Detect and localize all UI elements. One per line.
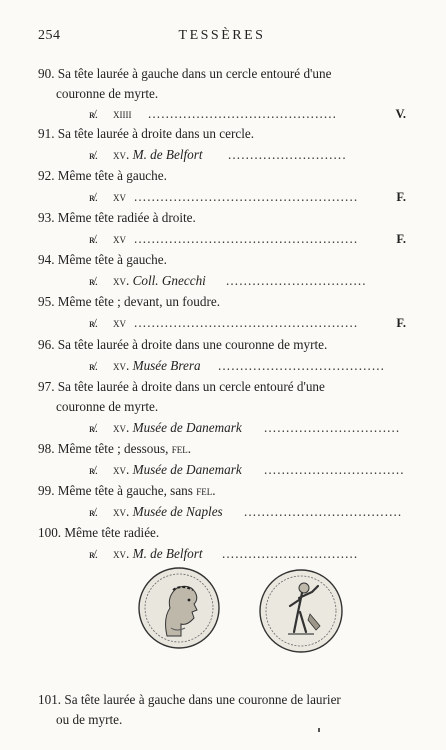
page-number: 254 (38, 28, 61, 43)
coin-obverse-laureate-head-icon (137, 566, 221, 650)
entry-101-line-1: 101. Sa tête laurée à gauche dans une couronne de laurier (38, 692, 341, 707)
reverse-row: ʀ̸. xv. M. de Belfort ............................... (89, 546, 359, 561)
coin-reverse-figure-icon (258, 568, 344, 654)
entry-90-line-2: couronne de myrte. (56, 86, 159, 101)
reverse-row: ʀ̸. xv. Coll. Gnecchi ................................ (89, 273, 367, 288)
entry-90-line-1: 90. Sa tête laurée à gauche dans un cercle entouré d'une (38, 66, 332, 81)
reverse-row: ʀ̸. xv. Musée de Danemark ............................... (89, 420, 401, 435)
print-mark (318, 728, 320, 732)
reverse-row: ʀ̸. xv. M. de Belfort ........................... (89, 147, 347, 162)
entry-98: 98. Même tête ; dessous, fel. (38, 441, 191, 456)
entry-93: 93. Même tête radiée à droite. (38, 210, 196, 225)
entry-95: 95. Même tête ; devant, un foudre. (38, 294, 221, 309)
entry-94: 94. Même tête à gauche. (38, 252, 167, 267)
entry-97-line-2: couronne de myrte. (56, 399, 159, 414)
reverse-mark: ʀ̸. (89, 107, 98, 121)
coin-illustrations (0, 566, 446, 676)
entry-99: 99. Même tête à gauche, sans fel. (38, 483, 216, 498)
reverse-row: ʀ̸. xv ................................................... F. (89, 231, 406, 246)
entry-101-line-2: ou de myrte. (56, 712, 123, 727)
entry-97-line-1: 97. Sa tête laurée à droite dans un cercle entouré d'une (38, 379, 325, 394)
reverse-row: ʀ̸. xv. Musée Brera ...................................... (89, 358, 386, 373)
reverse-row: ʀ̸. xv. Musée de Naples .................................... (89, 504, 403, 519)
entry-91: 91. Sa tête laurée à droite dans un cercle. (38, 126, 255, 141)
reverse-row: ʀ̸. xv. Musée de Danemark ................................ (89, 462, 405, 477)
reverse-row: ʀ̸. xv ................................................... F. (89, 189, 406, 204)
entry-96: 96. Sa tête laurée à droite dans une couronne de myrte. (38, 337, 328, 352)
entry-100: 100. Même tête radiée. (38, 525, 160, 540)
reverse-row: ʀ̸. xiiii ........................................... V. (38, 104, 406, 124)
page-title: TESSÈRES (178, 28, 266, 43)
reverse-row: ʀ̸. xv ................................................... F. (89, 315, 406, 330)
entry-92: 92. Même tête à gauche. (38, 168, 167, 183)
page-header (38, 28, 406, 48)
